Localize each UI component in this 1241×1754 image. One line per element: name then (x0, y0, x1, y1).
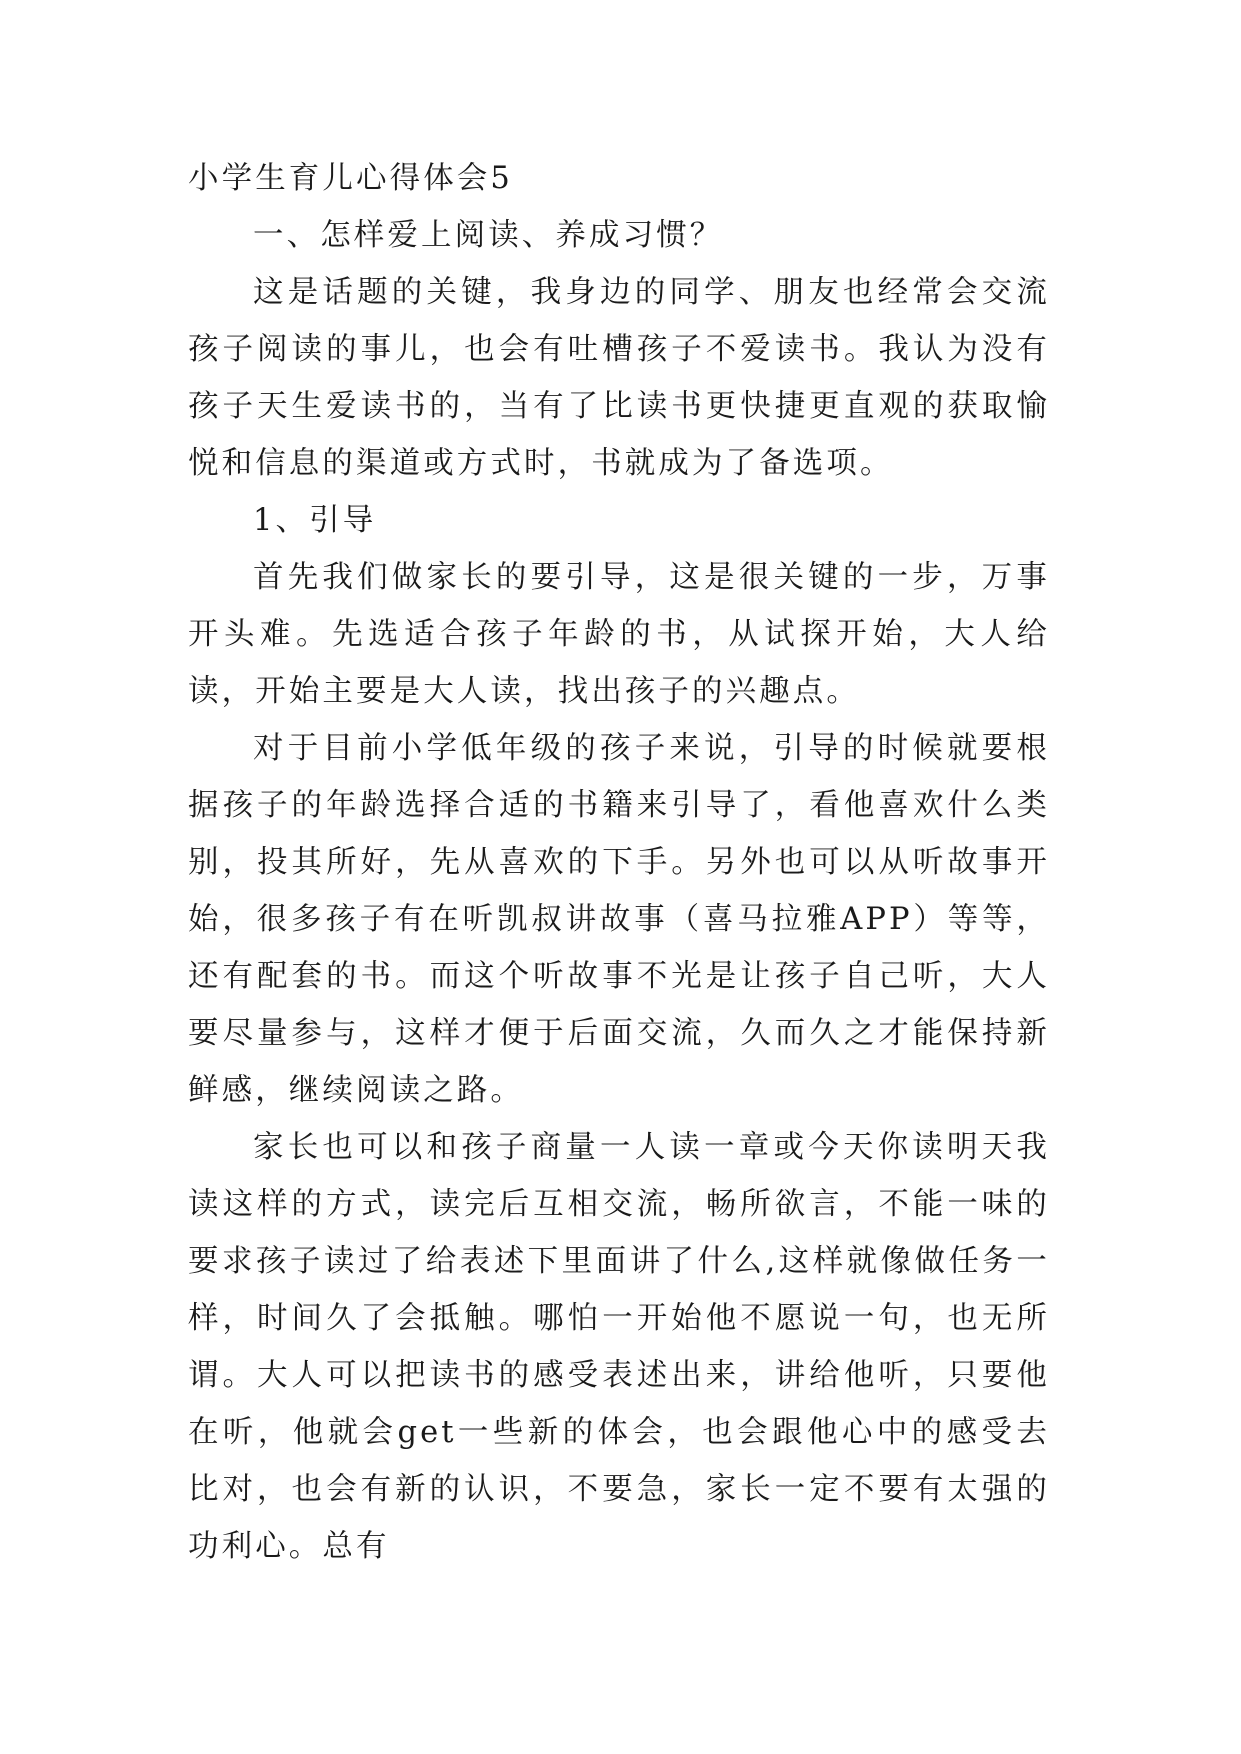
body-paragraph: 首先我们做家长的要引导，这是很关键的一步，万事开头难。先选适合孩子年龄的书，从试探开始，大人给读，开始主要是大人读，找出孩子的兴趣点。 (188, 560, 1050, 709)
body-paragraph: 这是话题的关键，我身边的同学、朋友也经常会交流孩子阅读的事儿，也会有吐槽孩子不爱读书。我认为没有孩子天生爱读书的，当有了比读书更快捷更直观的获取愉悦和信息的渠道或方式时，书就成为了备选项。 (188, 275, 1050, 481)
body-paragraph: 对于目前小学低年级的孩子来说，引导的时候就要根据孩子的年龄选择合适的书籍来引导了，看他喜欢什么类别，投其所好，先从喜欢的下手。另外也可以从听故事开始，很多孩子有在听凯叔讲故事（喜马拉雅APP）等等，还有配套的书。而这个听故事不光是让孩子自己听，大人要尽量参与，这样才便于后面交流，久而久之才能保持新鲜感，继续阅读之路。 (188, 731, 1050, 1108)
document-body (188, 150, 1050, 1575)
document-title: 小学生育儿心得体会5 (188, 161, 513, 196)
section-heading: 一、怎样爱上阅读、养成习惯？ (253, 218, 724, 253)
subsection-heading: 1、引导 (253, 503, 377, 538)
body-paragraph: 家长也可以和孩子商量一人读一章或今天你读明天我读这样的方式，读完后互相交流，畅所欲言，不能一味的要求孩子读过了给表述下里面讲了什么,这样就像做任务一样，时间久了会抵触。哪怕一开始他不愿说一句，也无所谓。大人可以把读书的感受表述出来，讲给他听，只要他在听，他就会get一些新的体会，也会跟他心中的感受去比对，也会有新的认识，不要急，家长一定不要有太强的功利心。总有 (188, 1130, 1050, 1564)
